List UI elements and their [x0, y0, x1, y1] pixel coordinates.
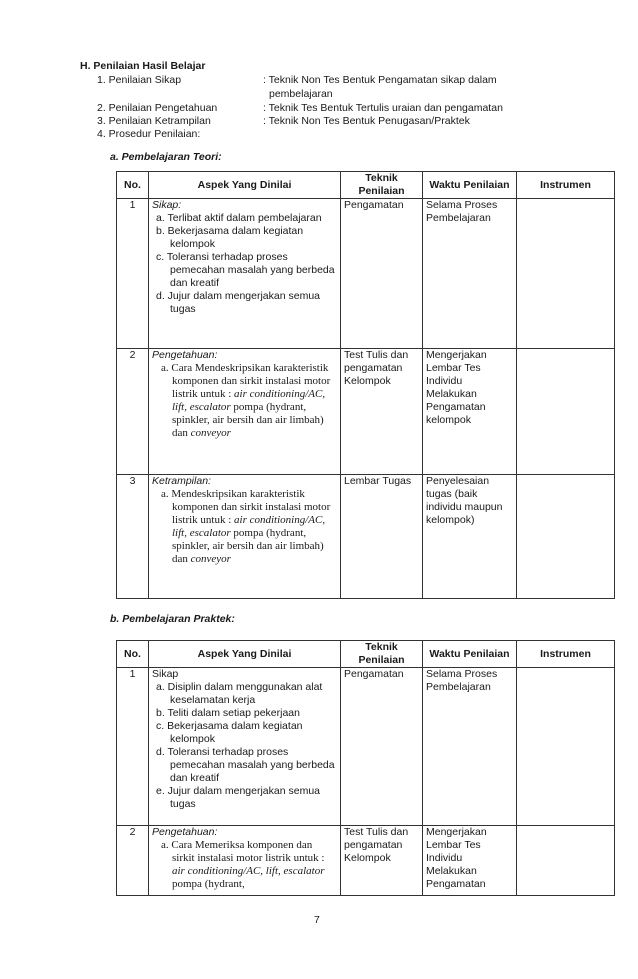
aspek-item: b. Teliti dalam setiap pekerjaan	[156, 707, 300, 719]
header-teknik: Teknik Penilaian	[341, 172, 423, 199]
aspek-item: d. Toleransi terhadap proses pemecahan masalah yang berbeda dan kreatif	[156, 746, 335, 784]
header-no: No.	[117, 641, 149, 668]
aspek-italic: conveyor	[190, 427, 231, 439]
header-waktu: Waktu Penilaian	[423, 641, 517, 668]
subheading-teori: a. Pembelajaran Teori:	[110, 151, 222, 163]
aspek-italic: air conditioning/AC, lift, escalator	[172, 388, 326, 413]
teknik-cell: Pengamatan	[341, 199, 423, 349]
aspek-italic: air conditioning/AC, lift, escalator	[172, 514, 326, 539]
teknik-cell: Pengamatan	[341, 668, 423, 826]
teknik-cell: Test Tulis dan pengamatan Kelompok	[341, 349, 423, 475]
header-teknik: Teknik Penilaian	[341, 641, 423, 668]
teknik-cell: Lembar Tugas	[341, 475, 423, 599]
table-header-row	[117, 172, 615, 199]
item-label-4: 4. Prosedur Penilaian:	[97, 128, 201, 140]
waktu-cell: Selama Proses Pembelajaran	[423, 668, 517, 826]
item-label-3: 3. Penilaian Ketrampilan	[97, 115, 211, 127]
waktu-cell: Mengerjakan Lembar Tes Individu Melakukan Pengamatan	[423, 826, 517, 896]
header-no: No.	[117, 172, 149, 199]
instrumen-cell	[517, 668, 615, 826]
instrumen-cell	[517, 349, 615, 475]
page-number: 7	[314, 914, 320, 926]
item-desc-1-cont: pembelajaran	[269, 88, 333, 100]
aspek-text: pompa (hydrant,	[172, 878, 245, 890]
item-label-2: 2. Penilaian Pengetahuan	[97, 102, 218, 114]
table-teori	[116, 171, 615, 599]
instrumen-cell	[517, 199, 615, 349]
aspek-title: Pengetahuan:	[152, 349, 218, 361]
header-aspek: Aspek Yang Dinilai	[149, 172, 341, 199]
aspek-item	[152, 362, 337, 440]
aspek-cell	[149, 668, 341, 826]
table-praktek	[116, 640, 615, 896]
aspek-cell	[149, 199, 341, 349]
aspek-text: a. Mendeskripsikan karakteristik komponen dan sirkit instalasi motor listrik untuk :	[161, 488, 331, 526]
aspek-item	[152, 488, 337, 566]
table-header-row	[117, 641, 615, 668]
table-row	[117, 199, 615, 349]
waktu-cell: Selama Proses Pembelajaran	[423, 199, 517, 349]
aspek-item: b. Bekerjasama dalam kegiatan kelompok	[156, 225, 304, 250]
aspek-title: Sikap:	[152, 199, 182, 211]
header-instrumen: Instrumen	[517, 172, 615, 199]
aspek-item: c. Bekerjasama dalam kegiatan kelompok	[156, 720, 303, 745]
aspek-cell	[149, 826, 341, 896]
aspek-text: pompa (hydrant, spinkler, air bersih dan air limbah) dan	[172, 527, 324, 565]
item-label-1: 1. Penilaian Sikap	[97, 74, 182, 86]
item-desc-1: : Teknik Non Tes Bentuk Pengamatan sikap dalam	[263, 74, 497, 86]
aspek-cell	[149, 349, 341, 475]
aspek-italic: air conditioning/AC, lift, escalator	[172, 865, 325, 877]
aspek-item: d. Jujur dalam mengerjakan semua tugas	[156, 290, 321, 315]
row-no: 1	[117, 668, 149, 826]
header-aspek: Aspek Yang Dinilai	[149, 641, 341, 668]
row-no: 2	[117, 826, 149, 896]
header-waktu: Waktu Penilaian	[423, 172, 517, 199]
aspek-text: a. Cara Mendeskripsikan karakteristik komponen dan sirkit instalasi motor listrik untuk :	[161, 362, 331, 400]
header-instrumen: Instrumen	[517, 641, 615, 668]
aspek-item: a. Terlibat aktif dalam pembelajaran	[156, 212, 322, 224]
aspek-title: Sikap	[152, 668, 179, 680]
aspek-text: a. Cara Memeriksa komponen dan sirkit instalasi motor listrik untuk :	[161, 839, 325, 864]
table-row	[117, 826, 615, 896]
row-no: 3	[117, 475, 149, 599]
waktu-cell: Mengerjakan Lembar Tes Individu Melakukan Pengamatan kelompok	[423, 349, 517, 475]
item-desc-2: : Teknik Tes Bentuk Tertulis uraian dan pengamatan	[263, 102, 503, 114]
aspek-item: c. Toleransi terhadap proses pemecahan masalah yang berbeda dan kreatif	[156, 251, 335, 289]
aspek-text: pompa (hydrant, spinkler, air bersih dan air limbah) dan	[172, 401, 324, 439]
aspek-item: e. Jujur dalam mengerjakan semua tugas	[156, 785, 321, 810]
aspek-title: Ketrampilan:	[152, 475, 211, 487]
table-row	[117, 668, 615, 826]
aspek-title: Pengetahuan:	[152, 826, 218, 838]
subheading-praktek: b. Pembelajaran Praktek:	[110, 613, 235, 625]
table-row	[117, 475, 615, 599]
teknik-cell: Test Tulis dan pengamatan Kelompok	[341, 826, 423, 896]
section-heading: H. Penilaian Hasil Belajar	[80, 60, 206, 72]
aspek-cell	[149, 475, 341, 599]
row-no: 2	[117, 349, 149, 475]
waktu-cell: Penyelesaian tugas (baik individu maupun kelompok)	[423, 475, 517, 599]
row-no: 1	[117, 199, 149, 349]
instrumen-cell	[517, 826, 615, 896]
instrumen-cell	[517, 475, 615, 599]
aspek-italic: conveyor	[190, 553, 231, 565]
aspek-item	[152, 839, 337, 891]
table-row	[117, 349, 615, 475]
aspek-item: a. Disiplin dalam menggunakan alat keselamatan kerja	[156, 681, 323, 706]
item-desc-3: : Teknik Non Tes Bentuk Penugasan/Praktek	[263, 115, 470, 127]
